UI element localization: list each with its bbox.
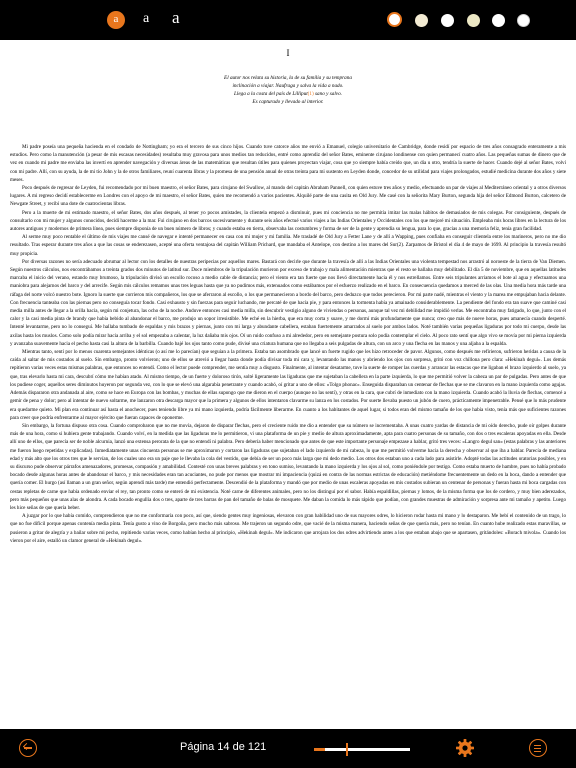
paragraph: A juzgar por lo que había comido, comprendieron que no me conformaría con poco, así que, siendo gentes muy ingeniosas, elevaron con gran habilidad uno de sus mayores odres, lo hicieron rodar hasta mi mano y lo destaparon. Me bebí el contenido de un trago, lo que no fue difícil porque apenas contenía media pinta. Tenía gusto a vino de Borgoña, pero mucho más sabroso. Me trajeron un segundo odre, que vacié de la misma manera, haciendo señas de que quería más, pero no tenían. En cuanto hube realizado estas maravillas, se pusieron a gritar de alegría y a bailar sobre mi pecho, repitiendo varias veces, como habían hecho al principio, «Hekinah degul». Me indicaron que arrojara los dos odres advirtiendo antes a los que estaban abajo que se apartasen, gritándoles: «Borach mivola». Cuando los vieron por el aire, estalló un clamor general de «Hekinah degul». [10, 513, 566, 544]
theme-swatch-sepia[interactable] [415, 14, 428, 27]
reading-progress-knob[interactable] [346, 743, 348, 756]
paragraph: Mi padre poseía una pequeña hacienda en el condado de Nottingham; yo era el tercero de sus cinco hijos. Cuando tuve catorce años me envió a Emanuel, colegio universitario de Cambridge, donde residí por espacio de tres años consagrado enteramente a mis estudios. Pero como la manutención (a pesar de mis escasas necesidades) resultaba muy gravosa para unos medios tan reducidos, entré como aprendiz del señor Bates, eminente cirujano londinense con quien permanecí cuatro años. Las pequeñas sumas de dinero que de vez en cuando mi padre me enviaba las invertí en aprender navegación y diversas áreas de las matemáticas que resultan útiles para quienes proyectan viajar, cosa que yo siempre había creído que, un día u otro, tendría la suerte de hacer. Cuando dejé al señor Bates, volví con mi padre. Allí, con su ayuda, la de mi tío John y la de otros familiares, reuní cuarenta libras y la promesa de una pensión anual de otras treinta para mi sustento en Leyden donde, concedor de su utilidad para viajes prolongados, estudié medicina durante dos años y siete meses. [10, 144, 566, 183]
menu-icon[interactable] [529, 739, 547, 757]
font-size-small-button[interactable]: a [107, 11, 125, 29]
bottom-toolbar [0, 729, 576, 768]
epigraph-line: inclinación a viajar. Naufraga y salva la vida a nado. [232, 83, 344, 89]
theme-swatch-white-selected[interactable] [387, 12, 402, 27]
top-toolbar [0, 0, 576, 40]
theme-swatch-white[interactable] [441, 14, 454, 27]
epigraph-line: El autor nos relata su historia, la de su familia y su temprana [224, 75, 352, 81]
paragraph: Al serme muy poco rentable el último de mis viajes me cansé de navegar e intenté permanecer en casa con mi mujer y mi familia. Me trasladé de Old Jury a Fetter Lane y de allí a Wapping, pues confiaba en conseguir clientela entre los marineros, pero no me dio resultado. Tras esperar durante tres años a que las cosas se enderezasen, acepté una oferta ventajosa del capitán William Prichard, que mandaba el Antelope, con destino a los mares del Sur(2). Zarpamos de Bristol el día 4 de mayo de 1699. Al principio la travesía resultó muy propicia. [10, 234, 566, 257]
reading-progress-bar[interactable] [314, 748, 410, 751]
paragraph: Poco después de regresar de Leyden, fui recomendado por mi buen maestro, el señor Bates, para cirujano del Swallow, al mando del capitán Abraham Pannell, con quien estuve tres años y medio, efectuando un par de viajes al Mediterráneo oriental y a otros diversos lugares. A mi regreso decidí establecerme en Londres con el apoyo de mi maestro, el señor Bates, quien me recomendó a varios pacientes. Alquilé parte de una casita en Old Jury. Me casé con la señorita Mary Burton, segunda hija del señor Edmond Burton, calcetero de Newgate Street, y recibí una dote de cuatrocientas libras. [10, 185, 566, 208]
paragraph: Por diversas razones no sería adecuado abrumar al lector con los detalles de nuestras peripecias por aquellos mares. Bastará con decirle que durante la travesía de allí a las Indias Orientales una violenta tempestad nos arrastró al noroeste de la tierra de Van Diemen. Según nuestros cálculos, nos encontrábamos a treinta grados dos minutos de latitud sur. Doce miembros de la tripulación murieron por exceso de trabajo y mala alimentación mientras que el resto se hallaba muy debilitado. El día 5 de noviembre, que en aquellas latitudes marcaba el inicio del verano, estando muy brumoso, la tripulación divisó un escollo rocoso a medio cable de distancia; pero el viento era tan fuerte que nos llevó directamente hacia él y nos estrellamos. Entre seis tripulantes arriamos el bote al agua y efectuamos una maniobra para alejarnos del barco y del arrecife. Según mis cálculos remamos unas tres leguas hasta que ya no pudimos más, extenuados como estábamos por el esfuerzo realizado en el barco. En consecuencia quedamos a merced de las olas. Una media hora más tarde una ráfaga del norte volcó nuestro bote. Ignoro la suerte que corrieron mis compañeros, los que se aferraron al escollo, o los que permanecieron a bordo del barco, pero deduzco que todos perecieron. Por mi parte nadé, mientras el viento y la marea me empujaban hacia delante. Con frecuencia tanteaba con las piernas pero no conseguía tocar fondo. Casi exhausto y sin fuerzas para seguir luchando, me percaté de que hacía pie, y para entonces la tormenta había ya amainado considerablemente. La pendiente del fondo era tan suave que caminé casi media milla antes de llegar a la orilla hacia, según mi conjetura, las ocho de la noche. Anduve entonces casi media milla, sin descubrir vestigio alguno de viviendas o personas, aunque tal vez mi debilidad me impidió verlas. Me encontraba muy fatigado, lo que, junto con el calor y la casi media pinta de brandy que había bebido al abandonar el barco, me produjo un sopor irresistible. Me eché en la hierba, que era muy corta y suave, y me dormí más profundamente que nunca; creo que más de nueve horas, pues amanecía cuando desperté. Intenté levantarme, pero no lo conseguí. Me hallaba tumbado de espaldas y mis brazos y piernas, junto con mi larga y abundante cabellera, estaban fuertemente amarrados al suelo por ambos lados. Noté también varias pequeñas ligaduras por todo mi cuerpo, desde las axilas hasta los muslos. Como solo podía mirar hacia arriba y el sol empezaba a calentar, la luz dañaba mis ojos. Oí un ruido confuso a mi alrededor, pero en semejante postura solo podía contemplar el cielo. Al poco rato sentí que algo vivo se movía por mi pierna izquierda y avanzaba suavemente hacia el pecho hasta casi la altura de la barbilla. Cuando bajé los ojos tanto como pude, divisé una criatura humana que no llegaba a seis pulgadas de altura, con un arco y una flecha en las manos y una aljaba a la espalda. [10, 258, 566, 347]
gear-icon[interactable] [455, 738, 475, 758]
epigraph-line: sano y salvo. [313, 91, 342, 97]
paragraph: Mientras tanto, sentí por lo menos cuarenta semejantes idénticas (o así me lo parecían) que seguían a la primera. Estaba tan asombrado que lancé un fuerte rugido que les hizo retroceder de pavor. Algunos, como después me refirieron, sufrieron heridas a causa de la caída al saltar de mis costados al suelo. Sin embargo, pronto volvieron; uno de ellos se atrevió a llegar hasta donde podía divisar toda mi cara y, levantando las manos y abriendo los ojos con sorpresa, gritó con voz chillona pero clara: «Hekinah degul». Los demás repitieron varias veces estas mismas palabras, que entonces no entendí. Como el lector puede comprender, me sentía muy a disgusto. Finalmente, al intentar desatarme, tuve la suerte de romper las cuerdas y arrancar las estacas que me ligaban el brazo izquierdo al suelo, ya que, tras elevarlo hasta mi cara, descubrí cómo me habían atado. Al mismo tiempo, de un fuerte y doloroso tirón, solté ligeramente las ligaduras que me sujetaban la cabellera en la parte izquierda, lo que me permitió volver la cabeza un par de pulgadas. Pero antes de que los pudiese coger, aquellos seres diminutos huyeron por segunda vez, con lo que se elevó una algarabía penetrante y cuando acabó, oí gritar a uno de ellos: «Tolgo phonac». Enseguida disparaban un centenar de flechas que se me clavaron en la mano izquierda como agujas. Además dispararon otra andanada al aire, como se hace en Europa con las bombas, y muchas de ellas supongo que me dieron en el cuerpo (aunque no las sentí), y otras en la cara, que cubrí de inmediato con la mano izquierda. Cuando acabó la lluvia de flechas, comencé a gemir de pena y dolor; pero al intentar de nuevo soltarme, me lanzaron otra descarga mayor que la primera y algunos de ellos intentaron clavarme su lanza en los costados. Por suerte llevaba puesto un jubón de cuero, prácticamente impenetrable. Pensé que lo más prudente era quedarme quieto. Mi plan era continuar así hasta el anochecer, pues teniendo libre ya mi mano izquierda, podría fácilmente liberarme. En cuanto a los habitantes de aquel lugar, si todos eran del mismo tamaño de los que había visto, tenía más que suficientes razones para creer que podría enfrentarme al mayor ejército que fueran capaces de oponerme. [10, 349, 566, 421]
chapter-body [10, 143, 566, 728]
font-size-medium-button[interactable]: a [143, 11, 150, 26]
chapter-number: I [286, 48, 290, 58]
font-size-large-button[interactable]: a [172, 8, 180, 27]
book-page[interactable] [10, 40, 566, 728]
theme-swatch-cream[interactable] [467, 14, 480, 27]
theme-swatch-light[interactable] [492, 14, 505, 27]
page-indicator: Página 14 de 121 [180, 741, 267, 753]
epigraph-line: Es capturado y llevado al interior. [252, 99, 324, 105]
footnote-link[interactable]: (1) [307, 91, 314, 97]
paragraph: Pero a la muerte de mi estimado maestro, el señor Bates, dos años después, al tener yo pocos amistades, la clientela empezó a disminuir, pues mi conciencia no me permitía imitar las malas hábitos de demasiados de mis colegas. Por consiguiente, después de consultarlo con mi mujer y algunos conocidos, decidí hacerme a la mar. Fui cirujano en dos barcos sucesivamente y durante seis años efectué varios viajes a las Indias Orientales y Occidentales con los que mejoré mi situación. Empleaba mis horas libres en la lectura de los autores antiguos y modernos de primera línea, pues siempre disponía de un buen número de libros; y cuando estaba en tierra, observaba las costumbres y forma de ser de la gente y aprendía su lengua, para lo que, gracias a una memoria feliz, tenía gran facilidad. [10, 209, 566, 233]
paragraph: Sin embargo, la fortuna dispuso otra cosa. Cuando comprobaron que no me movía, dejaron de disparar flechas, pero el creciente ruido me dio a entender que su número se incrementaba. A unas cuatro yardas de distancia de mi oído derecho, pude oír golpes durante más de una hora, como si hubiera gente trabajando. Cuando volví, en la medida que las ligaduras me lo permitieron, vi una plataforma de un pie y medio de altura aproximadamente, apta para cuatro personas de su tamaño, con dos o tres escaleras apoyadas en ella. Desde allí uno de ellos, que parecía ser de noble alcurnia, lanzó una extensa perorata de la que no entendí ni palabra. Pero debería haber mencionado que antes de que este importante personaje empezase a hablar, gritó tres veces: «Langro degul san» (estas palabras y las anteriores me fueron luego repetidas y explicadas). Inmediatamente unas cincuenta personas se me aproximaron y cortaron las ligaduras que sujetaban el lado izquierdo de mi cabeza, lo que me permitió volverme hacia la derecha y observar al que iba a hablar. Parecía de mediana edad y más alto que los otros tres que le servían, de los cuales uno era un paje que le llevaba la cola del vestido, que debía de ser un poco más larga que mi dedo medio. Los otros dos estaban uno a cada lado para asistirle. Adopté todas las actitudes oratorias posibles, y en su discurso pude observar párrafos amenazadores, promesas, compasión y amabilidad. Contesté con unas breves palabras y en tono sumiso, levantando la mano izquierda y los ojos al sol, como poniéndole por testigo. Como estaba muerto de hambre, pues no había probado bocado desde algunas horas antes de abandonar el barco, y mis necesidades eran tan acuciantes, no pude por menos que mostrar mi impaciencia (quizá en contra de las normas estrictas de educación) metiéndome frecuentemente un dedo en la boca, dando a entender que quería comer. El hurgo (así llaman a un gran señor, según aprendí más tarde) me entendió perfectamente. Descendió de la plataforma y mandó que por medio de unas escaleras apoyadas en mis costados subieran un centenar de personas y fueran hasta mi boca cargadas con cestas repletas de carne que había ordenado enviar el rey, tan pronto como se enteró de mi existencia. Noté carne de diferentes animales, pero no los distinguí por el sabor. Había espaldillas, piernas y lomos, de la misma forma que los de cordero, y muy bien aderezados, pero más pequeños que unas alas de alondra. A cada bocado engullía dos o tres, aparte de tres barras de pan del tamaño de balas de mosquete. Me daban la comida lo más rápido que podían, con grandes muestras de admiración y sorpresa ante mi tamaño y apetito. Luego les hice señas de que quería beber. [10, 422, 566, 511]
back-arrow-icon[interactable] [19, 739, 37, 757]
chapter-epigraph [130, 74, 446, 106]
reading-progress-fill [314, 748, 325, 751]
theme-swatch-gray[interactable] [517, 14, 530, 27]
epigraph-line: Llega a la costa del país de Lilliput [234, 91, 308, 97]
